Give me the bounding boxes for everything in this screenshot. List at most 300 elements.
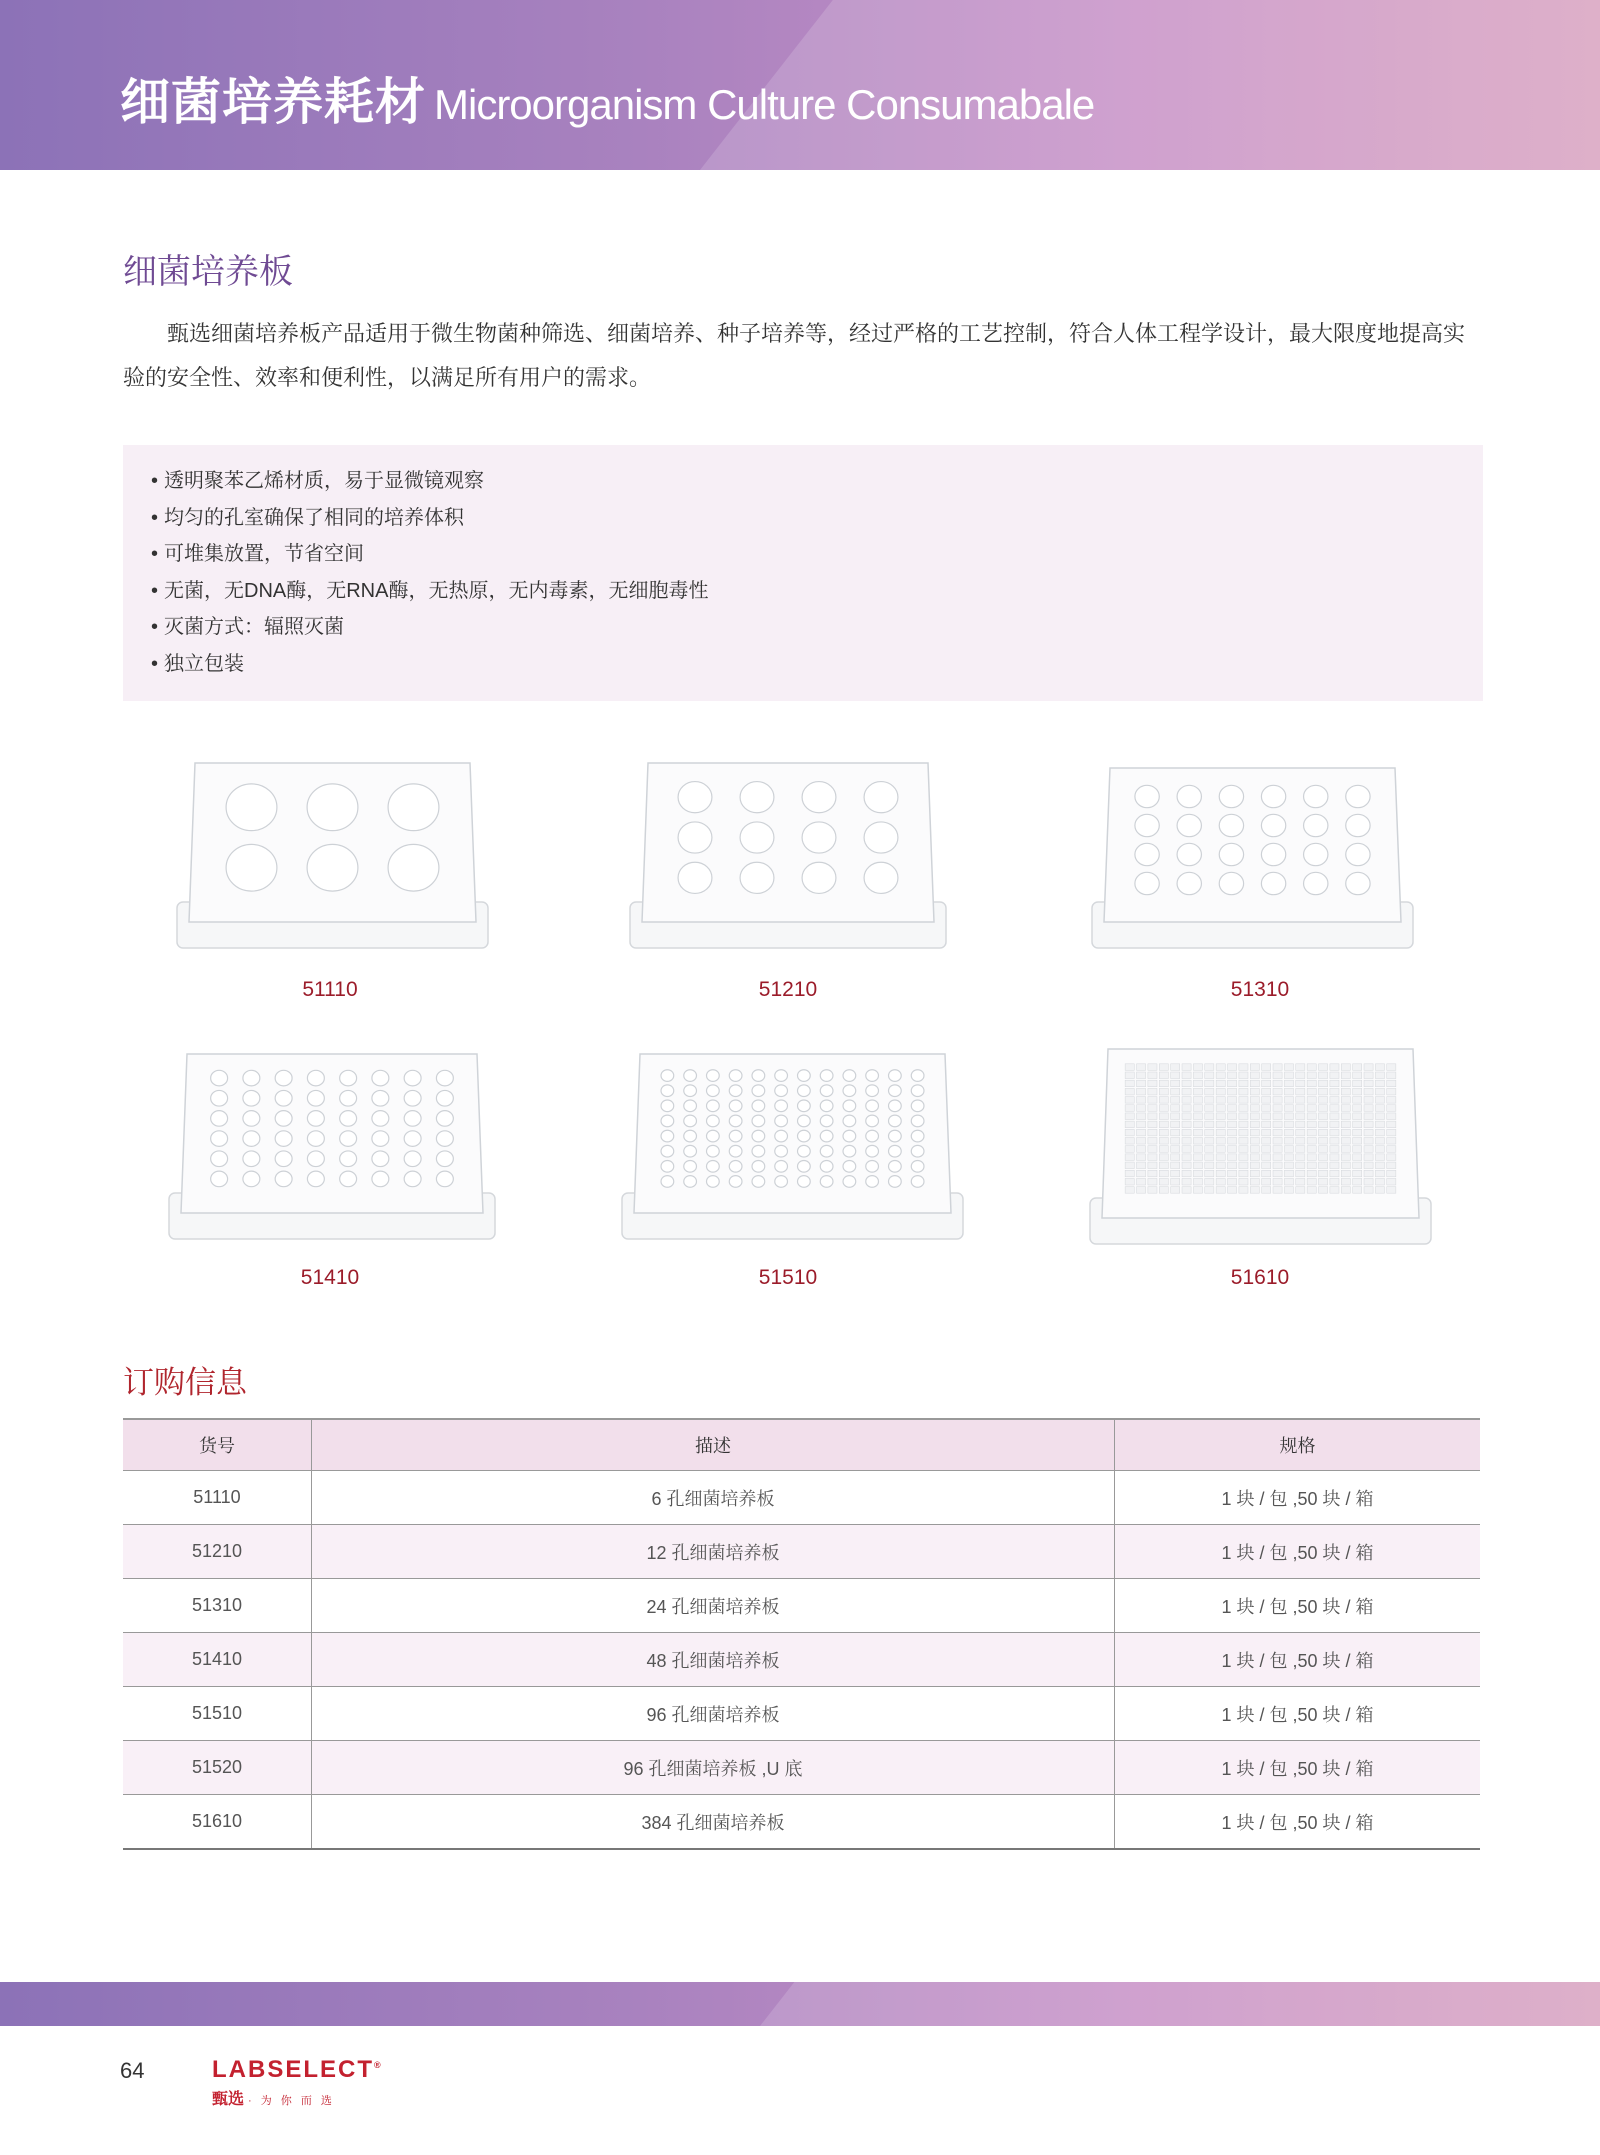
well xyxy=(1262,1097,1271,1104)
well xyxy=(1387,1080,1396,1087)
well xyxy=(1239,1072,1248,1079)
well xyxy=(340,1151,357,1167)
well xyxy=(1148,1162,1157,1169)
well xyxy=(911,1070,924,1082)
well xyxy=(1375,1064,1384,1071)
well xyxy=(1137,1170,1146,1177)
well xyxy=(372,1090,389,1106)
well xyxy=(661,1176,674,1188)
well xyxy=(307,1111,324,1127)
well xyxy=(1387,1105,1396,1112)
well xyxy=(1137,1154,1146,1161)
well xyxy=(1341,1146,1350,1153)
well xyxy=(1296,1080,1305,1087)
well xyxy=(1177,814,1201,836)
well xyxy=(211,1131,228,1147)
well xyxy=(1171,1129,1180,1136)
well xyxy=(707,1145,720,1157)
well xyxy=(1284,1097,1293,1104)
well xyxy=(1205,1105,1214,1112)
well xyxy=(1171,1097,1180,1104)
well xyxy=(1284,1113,1293,1120)
well xyxy=(1250,1080,1259,1087)
well xyxy=(1219,785,1243,807)
well xyxy=(1330,1162,1339,1169)
well xyxy=(1239,1146,1248,1153)
well xyxy=(866,1145,879,1157)
well xyxy=(1262,1187,1271,1194)
well xyxy=(1137,1187,1146,1194)
well xyxy=(889,1100,902,1112)
well xyxy=(1387,1187,1396,1194)
well xyxy=(1205,1080,1214,1087)
well xyxy=(1239,1154,1248,1161)
well xyxy=(684,1160,697,1172)
well xyxy=(404,1111,421,1127)
well xyxy=(1193,1080,1202,1087)
well xyxy=(1273,1146,1282,1153)
well xyxy=(404,1131,421,1147)
well xyxy=(307,784,358,831)
column-header-description: 描述 xyxy=(312,1419,1115,1471)
well xyxy=(1159,1170,1168,1177)
feature-item: • 独立包装 xyxy=(151,646,1483,683)
well xyxy=(1182,1121,1191,1128)
well xyxy=(1193,1154,1202,1161)
well xyxy=(684,1100,697,1112)
well xyxy=(1148,1105,1157,1112)
well xyxy=(775,1070,788,1082)
well xyxy=(1319,1138,1328,1145)
well xyxy=(1125,1170,1134,1177)
well xyxy=(1262,1088,1271,1095)
well xyxy=(1250,1129,1259,1136)
well xyxy=(1228,1154,1237,1161)
well xyxy=(1353,1080,1362,1087)
well xyxy=(1261,872,1285,894)
plate-image-51610 xyxy=(1088,1043,1433,1248)
well xyxy=(1239,1105,1248,1112)
well xyxy=(1364,1088,1373,1095)
well xyxy=(1341,1080,1350,1087)
cell-description: 24 孔细菌培养板 xyxy=(312,1579,1115,1633)
well xyxy=(1387,1121,1396,1128)
well xyxy=(1171,1154,1180,1161)
well xyxy=(1296,1170,1305,1177)
well xyxy=(1193,1187,1202,1194)
plate-image-51410 xyxy=(167,1048,497,1243)
well xyxy=(684,1176,697,1188)
well xyxy=(1148,1170,1157,1177)
well xyxy=(866,1070,879,1082)
well xyxy=(1137,1113,1146,1120)
well xyxy=(1171,1121,1180,1128)
well xyxy=(1228,1064,1237,1071)
well xyxy=(661,1115,674,1127)
well xyxy=(307,1151,324,1167)
well xyxy=(1319,1080,1328,1087)
well xyxy=(1375,1097,1384,1104)
product-code: 51610 xyxy=(1230,1266,1290,1289)
well xyxy=(1341,1088,1350,1095)
well xyxy=(889,1115,902,1127)
well xyxy=(1387,1138,1396,1145)
well xyxy=(1216,1187,1225,1194)
well xyxy=(1171,1113,1180,1120)
well xyxy=(1216,1097,1225,1104)
well xyxy=(1159,1113,1168,1120)
feature-item: • 可堆集放置，节省空间 xyxy=(151,536,1483,573)
well xyxy=(275,1070,292,1086)
feature-item: • 灭菌方式：辐照灭菌 xyxy=(151,609,1483,646)
well xyxy=(1375,1080,1384,1087)
well xyxy=(404,1070,421,1086)
well xyxy=(684,1085,697,1097)
well xyxy=(211,1090,228,1106)
well xyxy=(1341,1162,1350,1169)
well xyxy=(1228,1080,1237,1087)
well xyxy=(843,1130,856,1142)
well xyxy=(1159,1178,1168,1185)
well xyxy=(775,1115,788,1127)
well xyxy=(889,1130,902,1142)
well xyxy=(1273,1154,1282,1161)
well xyxy=(1216,1154,1225,1161)
cell-code: 51410 xyxy=(123,1633,312,1687)
well xyxy=(1216,1064,1225,1071)
well xyxy=(1341,1154,1350,1161)
well xyxy=(752,1070,765,1082)
well xyxy=(1387,1064,1396,1071)
well xyxy=(1262,1162,1271,1169)
cell-spec: 1 块 / 包 ,50 块 / 箱 xyxy=(1115,1633,1481,1687)
well xyxy=(1125,1097,1134,1104)
well xyxy=(1171,1170,1180,1177)
well xyxy=(1239,1121,1248,1128)
well xyxy=(1330,1121,1339,1128)
well xyxy=(1125,1105,1134,1112)
well xyxy=(1125,1187,1134,1194)
well xyxy=(1125,1129,1134,1136)
well xyxy=(740,822,774,853)
well xyxy=(740,862,774,893)
order-table xyxy=(123,1418,1480,1850)
well xyxy=(1353,1138,1362,1145)
well xyxy=(1125,1178,1134,1185)
well xyxy=(1250,1170,1259,1177)
features-box xyxy=(123,445,1483,701)
table-row xyxy=(123,1795,1480,1850)
well xyxy=(843,1160,856,1172)
well xyxy=(911,1145,924,1157)
well xyxy=(1375,1178,1384,1185)
well xyxy=(1171,1072,1180,1079)
well xyxy=(1182,1154,1191,1161)
plate-body xyxy=(634,1054,951,1213)
well xyxy=(1307,1080,1316,1087)
well xyxy=(1284,1138,1293,1145)
well xyxy=(1228,1113,1237,1120)
well xyxy=(1375,1088,1384,1095)
well xyxy=(275,1090,292,1106)
well xyxy=(1137,1146,1146,1153)
well xyxy=(1205,1064,1214,1071)
well xyxy=(1307,1146,1316,1153)
product-code: 51110 xyxy=(302,978,358,1001)
well xyxy=(1353,1170,1362,1177)
well xyxy=(1182,1170,1191,1177)
well xyxy=(243,1070,260,1086)
well xyxy=(820,1085,833,1097)
well xyxy=(1262,1138,1271,1145)
well xyxy=(1182,1187,1191,1194)
well xyxy=(1262,1064,1271,1071)
well xyxy=(243,1131,260,1147)
well xyxy=(1353,1121,1362,1128)
well xyxy=(843,1176,856,1188)
well xyxy=(226,844,277,891)
well xyxy=(707,1130,720,1142)
well xyxy=(707,1100,720,1112)
well xyxy=(1364,1072,1373,1079)
well xyxy=(1304,843,1328,865)
well xyxy=(1296,1097,1305,1104)
well xyxy=(1330,1097,1339,1104)
well xyxy=(1205,1097,1214,1104)
well xyxy=(340,1070,357,1086)
well xyxy=(1171,1162,1180,1169)
well xyxy=(211,1171,228,1187)
well xyxy=(1364,1162,1373,1169)
well xyxy=(1284,1154,1293,1161)
well xyxy=(307,1090,324,1106)
well xyxy=(1182,1129,1191,1136)
well xyxy=(1239,1170,1248,1177)
well xyxy=(752,1145,765,1157)
well xyxy=(1171,1146,1180,1153)
well xyxy=(1137,1121,1146,1128)
well xyxy=(1375,1146,1384,1153)
well xyxy=(1159,1162,1168,1169)
feature-item: • 无菌，无DNA酶，无RNA酶，无热原，无内毒素，无细胞毒性 xyxy=(151,573,1483,610)
well xyxy=(307,844,358,891)
cell-description: 6 孔细菌培养板 xyxy=(312,1471,1115,1525)
well xyxy=(340,1171,357,1187)
well xyxy=(1375,1129,1384,1136)
well xyxy=(1148,1097,1157,1104)
well xyxy=(775,1130,788,1142)
well xyxy=(864,862,898,893)
well xyxy=(1148,1080,1157,1087)
well xyxy=(707,1176,720,1188)
well xyxy=(889,1145,902,1157)
well xyxy=(864,822,898,853)
well xyxy=(1193,1064,1202,1071)
well xyxy=(678,862,712,893)
well xyxy=(1304,785,1328,807)
well xyxy=(1125,1080,1134,1087)
well xyxy=(911,1085,924,1097)
well xyxy=(1177,843,1201,865)
well xyxy=(1228,1138,1237,1145)
well xyxy=(1387,1154,1396,1161)
well xyxy=(1137,1072,1146,1079)
well xyxy=(1284,1088,1293,1095)
well xyxy=(1159,1138,1168,1145)
logo-slogan: · 为 你 而 选 xyxy=(248,2095,335,2107)
well xyxy=(775,1145,788,1157)
well xyxy=(1205,1146,1214,1153)
well xyxy=(1284,1129,1293,1136)
well xyxy=(1375,1154,1384,1161)
well xyxy=(1353,1154,1362,1161)
well xyxy=(866,1100,879,1112)
footer-banner xyxy=(0,1982,1600,2026)
well xyxy=(1250,1072,1259,1079)
well xyxy=(1387,1178,1396,1185)
well xyxy=(1250,1154,1259,1161)
well xyxy=(1341,1097,1350,1104)
well xyxy=(843,1085,856,1097)
well xyxy=(911,1130,924,1142)
well xyxy=(1387,1072,1396,1079)
well xyxy=(1137,1138,1146,1145)
well xyxy=(1364,1080,1373,1087)
well xyxy=(1205,1162,1214,1169)
well xyxy=(820,1130,833,1142)
well xyxy=(1148,1072,1157,1079)
well xyxy=(1137,1129,1146,1136)
well xyxy=(1284,1064,1293,1071)
well xyxy=(1205,1113,1214,1120)
well xyxy=(1296,1113,1305,1120)
well xyxy=(1239,1080,1248,1087)
well xyxy=(1319,1097,1328,1104)
well xyxy=(1375,1138,1384,1145)
well xyxy=(1364,1129,1373,1136)
well xyxy=(843,1070,856,1082)
well xyxy=(1250,1121,1259,1128)
well xyxy=(1319,1072,1328,1079)
well xyxy=(1171,1080,1180,1087)
well xyxy=(1193,1170,1202,1177)
well xyxy=(1353,1146,1362,1153)
well xyxy=(752,1130,765,1142)
well xyxy=(1307,1138,1316,1145)
cell-code: 51510 xyxy=(123,1687,312,1741)
well xyxy=(1228,1146,1237,1153)
well xyxy=(1330,1170,1339,1177)
well xyxy=(752,1100,765,1112)
well xyxy=(1330,1154,1339,1161)
well xyxy=(684,1115,697,1127)
well xyxy=(661,1100,674,1112)
well xyxy=(1159,1154,1168,1161)
well xyxy=(1341,1105,1350,1112)
well xyxy=(1262,1129,1271,1136)
well xyxy=(1228,1170,1237,1177)
well xyxy=(1159,1121,1168,1128)
title-english: Microorganism Culture Consumabale xyxy=(434,81,1095,128)
well xyxy=(1375,1170,1384,1177)
well xyxy=(1284,1178,1293,1185)
well xyxy=(752,1085,765,1097)
well xyxy=(1205,1170,1214,1177)
well xyxy=(1216,1178,1225,1185)
well xyxy=(1137,1178,1146,1185)
well xyxy=(1375,1072,1384,1079)
well xyxy=(1307,1097,1316,1104)
well xyxy=(1182,1080,1191,1087)
well xyxy=(1205,1154,1214,1161)
well xyxy=(1261,843,1285,865)
well xyxy=(1205,1072,1214,1079)
well xyxy=(1273,1162,1282,1169)
well xyxy=(1219,843,1243,865)
well xyxy=(752,1115,765,1127)
well xyxy=(1137,1097,1146,1104)
feature-item: • 透明聚苯乙烯材质，易于显微镜观察 xyxy=(151,463,1483,500)
well xyxy=(1125,1072,1134,1079)
well xyxy=(1216,1088,1225,1095)
well xyxy=(1216,1129,1225,1136)
well xyxy=(1296,1072,1305,1079)
cell-spec: 1 块 / 包 ,50 块 / 箱 xyxy=(1115,1795,1481,1850)
well xyxy=(1182,1064,1191,1071)
well xyxy=(1125,1064,1134,1071)
well xyxy=(275,1171,292,1187)
well xyxy=(1171,1187,1180,1194)
well xyxy=(1346,814,1370,836)
well xyxy=(1262,1105,1271,1112)
well xyxy=(1250,1105,1259,1112)
well xyxy=(1353,1178,1362,1185)
well xyxy=(1125,1162,1134,1169)
well xyxy=(1250,1146,1259,1153)
well xyxy=(729,1115,742,1127)
well xyxy=(1159,1105,1168,1112)
well xyxy=(843,1145,856,1157)
well xyxy=(1228,1072,1237,1079)
well xyxy=(820,1100,833,1112)
well xyxy=(707,1070,720,1082)
well xyxy=(843,1100,856,1112)
cell-code: 51110 xyxy=(123,1471,312,1525)
well xyxy=(1135,785,1159,807)
plate-image-51110 xyxy=(175,757,490,952)
well xyxy=(1273,1113,1282,1120)
well xyxy=(436,1090,453,1106)
well xyxy=(798,1070,811,1082)
well xyxy=(1239,1178,1248,1185)
well xyxy=(1364,1138,1373,1145)
well xyxy=(436,1131,453,1147)
well xyxy=(1148,1187,1157,1194)
well xyxy=(1296,1121,1305,1128)
well xyxy=(1284,1080,1293,1087)
well xyxy=(1375,1121,1384,1128)
well xyxy=(661,1160,674,1172)
well xyxy=(1205,1121,1214,1128)
well xyxy=(1273,1072,1282,1079)
table-row xyxy=(123,1741,1480,1795)
well xyxy=(1148,1121,1157,1128)
well xyxy=(1273,1080,1282,1087)
well xyxy=(1216,1138,1225,1145)
page-title xyxy=(120,62,1094,134)
well xyxy=(1364,1121,1373,1128)
well xyxy=(340,1131,357,1147)
